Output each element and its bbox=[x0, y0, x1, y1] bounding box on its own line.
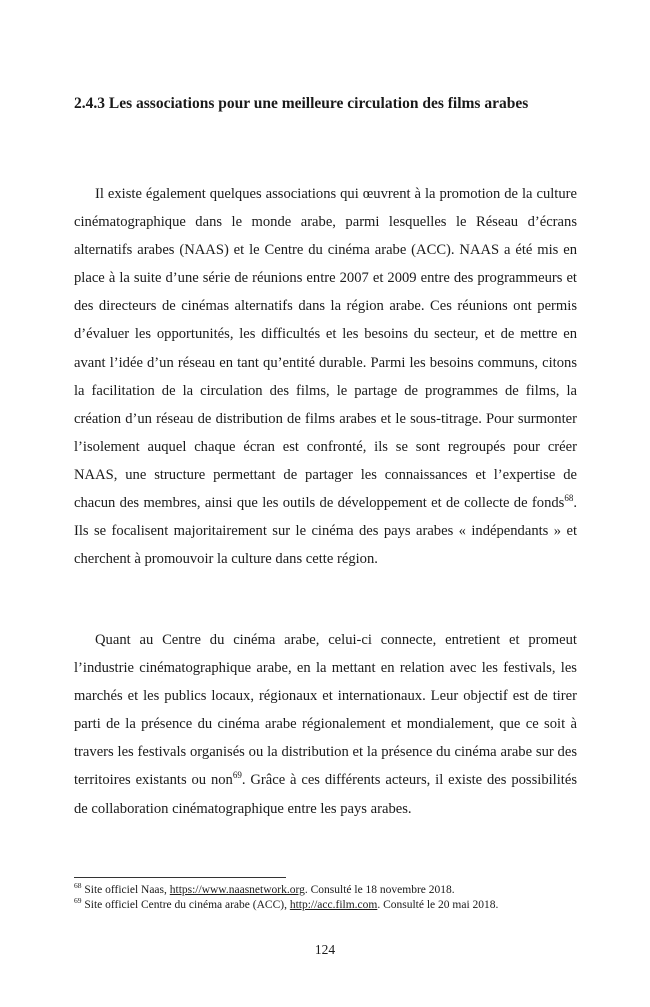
paragraph-text: Quant au Centre du cinéma arabe, celui-ci connecte, entretient et promeut l’industrie cinématographique arabe, en la mettant en relation avec les festivals, les marchés et les publics locaux, régionaux et internationaux. Leur objectif est de tirer parti de la présence du cinéma arabe régionalement et mondialement, que ce soit à travers les festivals organisés ou la distribution et la présence du cinéma arabe sur des territoires existants ou non bbox=[74, 632, 577, 789]
footnote-text: . Consulté le 18 novembre 2018. bbox=[304, 884, 455, 896]
paragraph-text: . Grâce à ces différents acteurs, il existe des possibilités de collaboration cinématographique entre les pays arabes. bbox=[74, 772, 577, 817]
footnote-link[interactable]: http://acc.film.com bbox=[289, 899, 378, 911]
footnote-number: 69 bbox=[74, 896, 82, 906]
paragraph-text: . Ils se focalisent majoritairement sur le cinéma des pays arabes « indépendants » et cherchent à promouvoir la culture dans cette région. bbox=[74, 495, 577, 568]
footnote-text: Site officiel Centre du cinéma arabe (ACC), bbox=[81, 899, 290, 911]
footnote-ref-69[interactable]: 69 bbox=[232, 770, 242, 781]
paragraph-naas bbox=[74, 180, 577, 573]
footnote-link[interactable]: https://www.naasnetwork.org bbox=[169, 884, 305, 896]
footnote-number: 68 bbox=[74, 881, 82, 891]
footnote-69 bbox=[74, 898, 584, 913]
footnote-68 bbox=[74, 883, 584, 898]
paragraph-acc bbox=[74, 626, 577, 823]
page-number: 124 bbox=[314, 942, 336, 957]
footnotes bbox=[74, 883, 584, 913]
footnote-ref-68[interactable]: 68 bbox=[564, 493, 574, 504]
footnote-text: . Consulté le 20 mai 2018. bbox=[377, 899, 499, 911]
footnote-text: Site officiel Naas, bbox=[81, 884, 170, 896]
footnote-divider bbox=[74, 877, 286, 878]
section-heading: 2.4.3 Les associations pour une meilleure circulation des films arabes bbox=[74, 95, 529, 112]
paragraph-text: Il existe également quelques associations qui œuvrent à la promotion de la culture cinématographique dans le monde arabe, parmi lesquelles le Réseau d’écrans alternatifs arabes (NAAS) et le Centre du cinéma arabe (ACC). NAAS a été mis en place à la suite d’une série de réunions entre 2007 et 2009 entre des programmeurs et des directeurs de cinémas alternatifs dans la région arabe. Ces réunions ont permis d’évaluer les opportunités, les difficultés et les besoins du secteur, et de mettre en avant l’idée d’un réseau en tant qu’entité durable. Parmi les besoins communs, citons la facilitation de la circulation des films, le partage de programmes de films, la création d’un réseau de distribution de films arabes et le sous-titrage. Pour surmonter l’isolement auquel chaque écran est confronté, ils se sont regroupés pour créer NAAS, une structure permettant de partager les connaissances et l’expertise de chacun des membres, ainsi que les outils de développement et de collecte de fonds bbox=[74, 186, 577, 512]
